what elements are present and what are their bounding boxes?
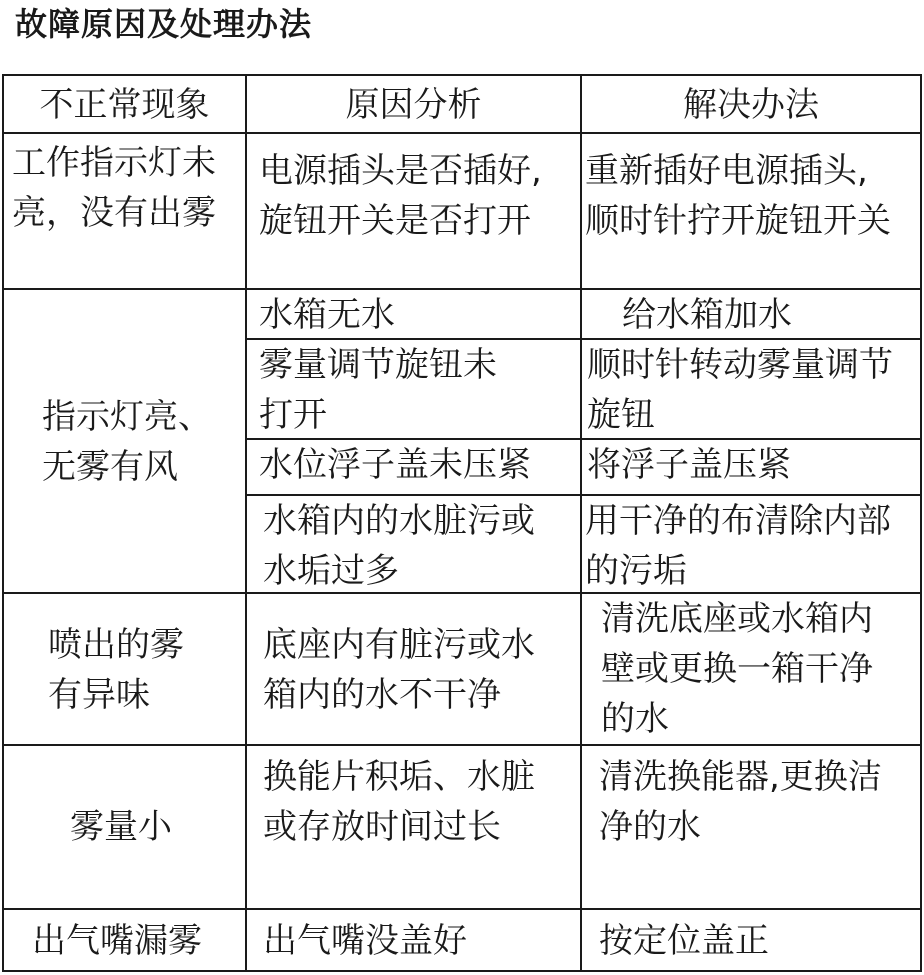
fix-cell: 顺时针转动雾量调节 旋钮 [587, 345, 893, 435]
row-divider [4, 132, 920, 134]
cause-cell: 底座内有脏污或水 箱内的水不干净 [263, 625, 535, 715]
fix-cell: 按定位盖正 [599, 921, 769, 961]
column-divider [245, 76, 247, 970]
row-divider [4, 744, 920, 746]
symptom-cell: 雾量小 [70, 807, 172, 847]
header-cause: 原因分析 [345, 85, 482, 125]
cause-cell: 雾量调节旋钮未 打开 [259, 345, 497, 435]
column-divider [580, 76, 582, 970]
troubleshooting-table [2, 74, 922, 972]
row-divider [4, 908, 920, 910]
symptom-cell: 指示灯亮、 无雾有风 [42, 397, 212, 487]
fix-cell: 清洗底座或水箱内 壁或更换一箱干净 的水 [601, 599, 873, 739]
header-fix: 解决办法 [683, 85, 819, 125]
symptom-cell: 出气嘴漏雾 [32, 921, 202, 961]
symptom-cell: 工作指示灯未 亮，没有出雾 [12, 143, 216, 233]
symptom-cell: 喷出的雾 有异味 [48, 625, 184, 715]
header-symptom: 不正常现象 [39, 85, 210, 125]
cause-cell: 水箱无水 [259, 295, 395, 335]
cause-cell: 电源插头是否插好, 旋钮开关是否打开 [259, 151, 542, 241]
cause-cell: 水箱内的水脏污或 水垢过多 [263, 501, 535, 591]
cause-cell: 出气嘴没盖好 [263, 921, 467, 961]
fix-cell: 将浮子盖压紧 [587, 445, 791, 485]
cause-cell: 换能片积垢、水脏 或存放时间过长 [263, 757, 535, 847]
fix-cell: 用干净的布清除内部 的污垢 [585, 501, 891, 591]
fix-cell: 给水箱加水 [622, 295, 792, 335]
fix-cell: 重新插好电源插头, 顺时针拧开旋钮开关 [585, 151, 891, 241]
cause-cell: 水位浮子盖未压紧 [259, 445, 531, 485]
page-title: 故障原因及处理办法 [15, 5, 313, 43]
fix-cell: 清洗换能器,更换洁 净的水 [599, 757, 882, 847]
